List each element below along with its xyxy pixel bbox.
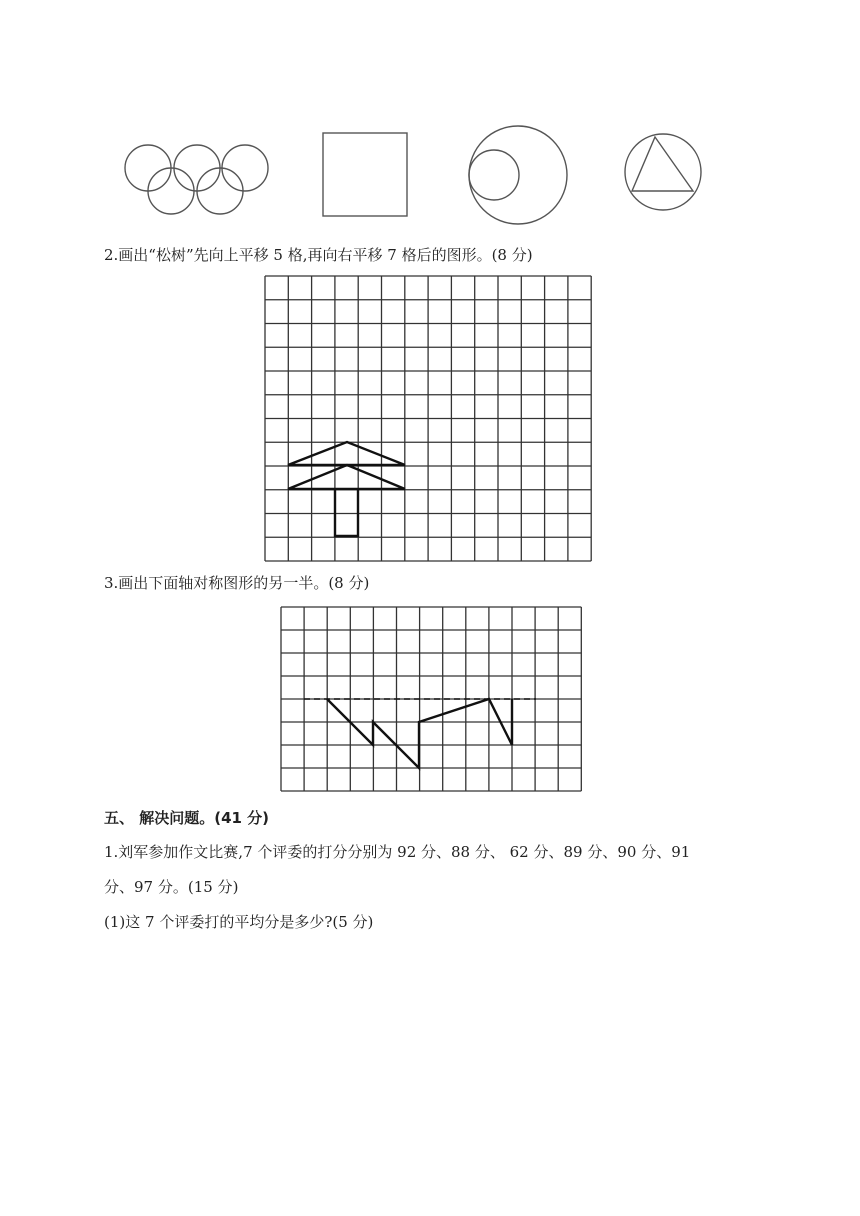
question-2-text: 2.画出“松树”先向上平移 5 格,再向右平移 7 格后的图形。(8 分) [104, 246, 533, 264]
problem-1-sub-1: (1)这 7 个评委打的平均分是多少?(5 分) [104, 913, 374, 931]
problem-1-line-2: 分、97 分。(15 分) [104, 878, 239, 896]
section-5-heading: 五、 解决问题。(41 分) [104, 809, 270, 827]
question-3-text: 3.画出下面轴对称图形的另一半。(8 分) [104, 574, 370, 592]
problem-1-line-1: 1.刘军参加作文比赛,7 个评委的打分分别为 92 分、88 分、 62 分、89 分、90 分、91 [104, 843, 691, 861]
